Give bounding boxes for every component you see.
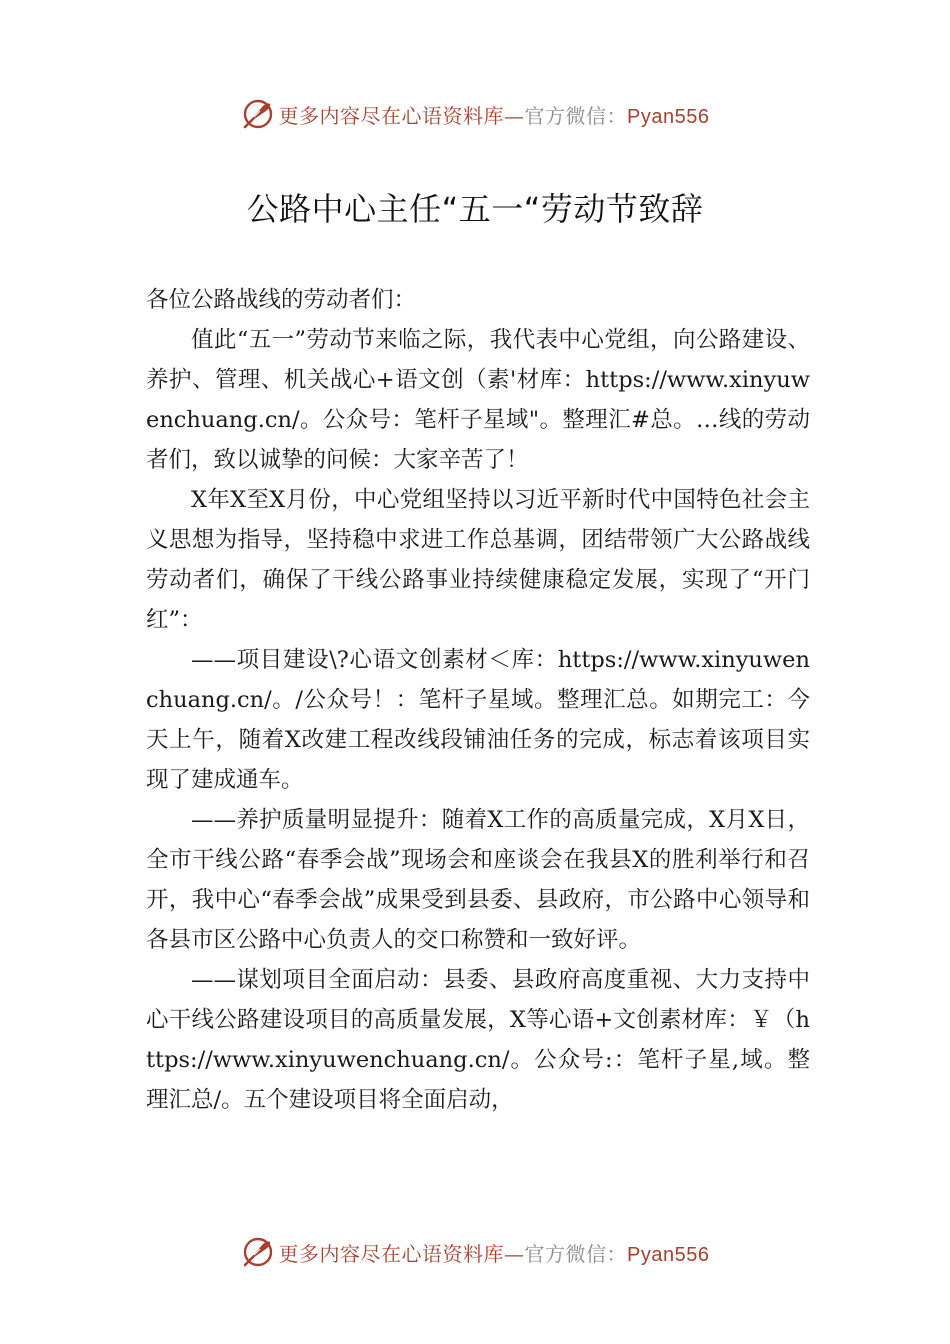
paragraph: X年X至X月份，中心党组坚持以习近平新时代中国特色社会主义思想为指导，坚持稳中求进工作总基调，团结带领广大公路战线劳动者们，确保了干线公路事业持续健康稳定发展，实现了“开门红”：: [146, 487, 810, 633]
banner-label: 官方微信：: [524, 1241, 628, 1266]
banner-handle: Pyan556: [627, 1243, 710, 1266]
banner-separator: —: [504, 1241, 525, 1266]
header-banner: [0, 94, 950, 134]
paragraph: ——项目建设\?心语文创素材＜库：https://www.xinyuwenchuang.cn/。/公众号！：笔杆子星域。整理汇总。如期完工：今天上午，随着X改建工程改线段铺油任务的完成，标志着该项目实现了建成通车。: [146, 647, 810, 793]
footer-banner-text: [279, 1238, 710, 1267]
paragraph: ——谋划项目全面启动：县委、县政府高度重视、大力支持中心干线公路建设项目的高质量发展，X等心语+文创素材库：￥（https://www.xinyuwenchuang.cn/。公众号:：笔杆子星,域。整理汇总/。五个建设项目将全面启动，: [146, 967, 810, 1113]
paragraph: ——养护质量明显提升：随着X工作的高质量完成，X月X日，全市干线公路“春季会战”现场会和座谈会在我县X的胜利举行和召开，我中心“春季会战”成果受到县委、县政府，市公路中心领导和各县市区公路中心负责人的交口称赞和一致好评。: [146, 807, 810, 953]
footer-banner: [0, 1232, 950, 1272]
banner-label: 官方微信：: [524, 103, 628, 128]
document-body: [146, 280, 810, 1120]
quill-pen-logo-icon: [241, 1235, 275, 1269]
salutation: 各位公路战线的劳动者们：: [146, 287, 417, 313]
header-banner-text: [279, 100, 710, 129]
banner-separator: —: [504, 103, 525, 128]
banner-main-text: 更多内容尽在心语资料库: [278, 103, 505, 128]
quill-pen-logo-icon: [241, 97, 275, 131]
paragraph: 值此“五一”劳动节来临之际，我代表中心党组，向公路建设、养护、管理、机关战心+语文创（素'材库：https://www.xinyuwenchuang.cn/。公众号：笔杆子星域"。整理汇#总。…线的劳动者们，致以诚挚的问候：大家辛苦了！: [146, 327, 810, 473]
banner-handle: Pyan556: [627, 105, 710, 128]
banner-main-text: 更多内容尽在心语资料库: [278, 1241, 505, 1266]
document-title: 公路中心主任“五一“劳动节致辞: [246, 190, 704, 228]
